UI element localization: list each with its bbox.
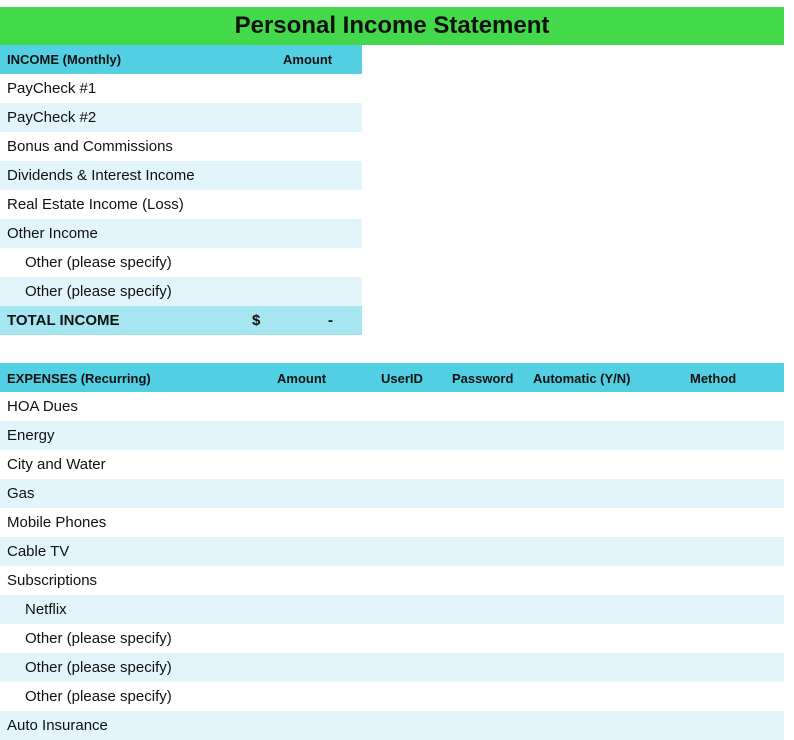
income-row-paycheck-1[interactable] <box>0 74 362 103</box>
expenses-header-userid[interactable]: UserID <box>381 371 423 386</box>
expense-row-other-specify-1[interactable] <box>0 624 784 653</box>
expense-row-label: Other (please specify) <box>25 659 172 676</box>
expense-row-label: Mobile Phones <box>7 514 107 531</box>
income-row-real-estate[interactable] <box>0 190 362 219</box>
income-header-row <box>0 45 362 74</box>
expense-row-label: Energy <box>7 427 55 444</box>
income-row-label: Bonus and Commissions <box>7 138 173 155</box>
expense-row-cable-tv[interactable] <box>0 537 784 566</box>
income-row-label: PayCheck #1 <box>7 80 97 97</box>
income-row-label: Other Income <box>7 225 98 242</box>
expense-row-hoa-dues[interactable] <box>0 392 784 421</box>
page-title: Personal Income Statement <box>0 7 784 45</box>
income-row-label: Other (please specify) <box>25 254 172 271</box>
income-row-bonus[interactable] <box>0 132 362 161</box>
expense-row-energy[interactable] <box>0 421 784 450</box>
expenses-header-label[interactable]: EXPENSES (Recurring) <box>7 371 151 386</box>
expense-row-other-specify-3[interactable] <box>0 682 784 711</box>
expenses-header-method[interactable]: Method <box>690 371 737 386</box>
income-total-value: - <box>328 312 333 329</box>
income-row-other-specify-1[interactable] <box>0 248 362 277</box>
income-total-row[interactable] <box>0 306 362 335</box>
expense-row-label: Other (please specify) <box>25 688 172 705</box>
expense-row-label: Gas <box>7 485 35 502</box>
expense-row-label: Cable TV <box>7 543 70 560</box>
expense-row-city-water[interactable] <box>0 450 784 479</box>
expense-row-label: Other (please specify) <box>25 630 172 647</box>
expenses-header-amount[interactable]: Amount <box>277 371 327 386</box>
income-row-dividends[interactable] <box>0 161 362 190</box>
expense-row-gas[interactable] <box>0 479 784 508</box>
expense-row-label: Netflix <box>25 601 67 618</box>
expense-row-label: Subscriptions <box>7 572 98 589</box>
expense-row-label: City and Water <box>7 456 106 473</box>
income-total-label: TOTAL INCOME <box>7 312 120 329</box>
expense-row-mobile-phones[interactable] <box>0 508 784 537</box>
expense-row-other-specify-2[interactable] <box>0 653 784 682</box>
income-row-label: Real Estate Income (Loss) <box>7 196 184 213</box>
expense-row-subscriptions[interactable] <box>0 566 784 595</box>
income-header-label[interactable]: INCOME (Monthly) <box>7 52 122 67</box>
income-row-label: Dividends & Interest Income <box>7 167 195 184</box>
income-row-paycheck-2[interactable] <box>0 103 362 132</box>
expense-row-label: HOA Dues <box>7 398 78 415</box>
expense-row-label: Auto Insurance <box>7 717 108 734</box>
income-row-label: PayCheck #2 <box>7 109 97 126</box>
expenses-header-password[interactable]: Password <box>452 371 514 386</box>
expenses-header-automatic[interactable]: Automatic (Y/N) <box>533 371 631 386</box>
expenses-table <box>0 363 784 740</box>
income-table <box>0 45 362 335</box>
expense-row-netflix[interactable] <box>0 595 784 624</box>
income-header-amount[interactable]: Amount <box>283 52 333 67</box>
income-row-other-specify-2[interactable] <box>0 277 362 306</box>
income-row-other-income[interactable] <box>0 219 362 248</box>
expense-row-auto-insurance[interactable] <box>0 711 784 740</box>
income-row-label: Other (please specify) <box>25 283 172 300</box>
income-total-currency: $ <box>252 312 261 329</box>
expenses-header-row <box>0 363 784 392</box>
